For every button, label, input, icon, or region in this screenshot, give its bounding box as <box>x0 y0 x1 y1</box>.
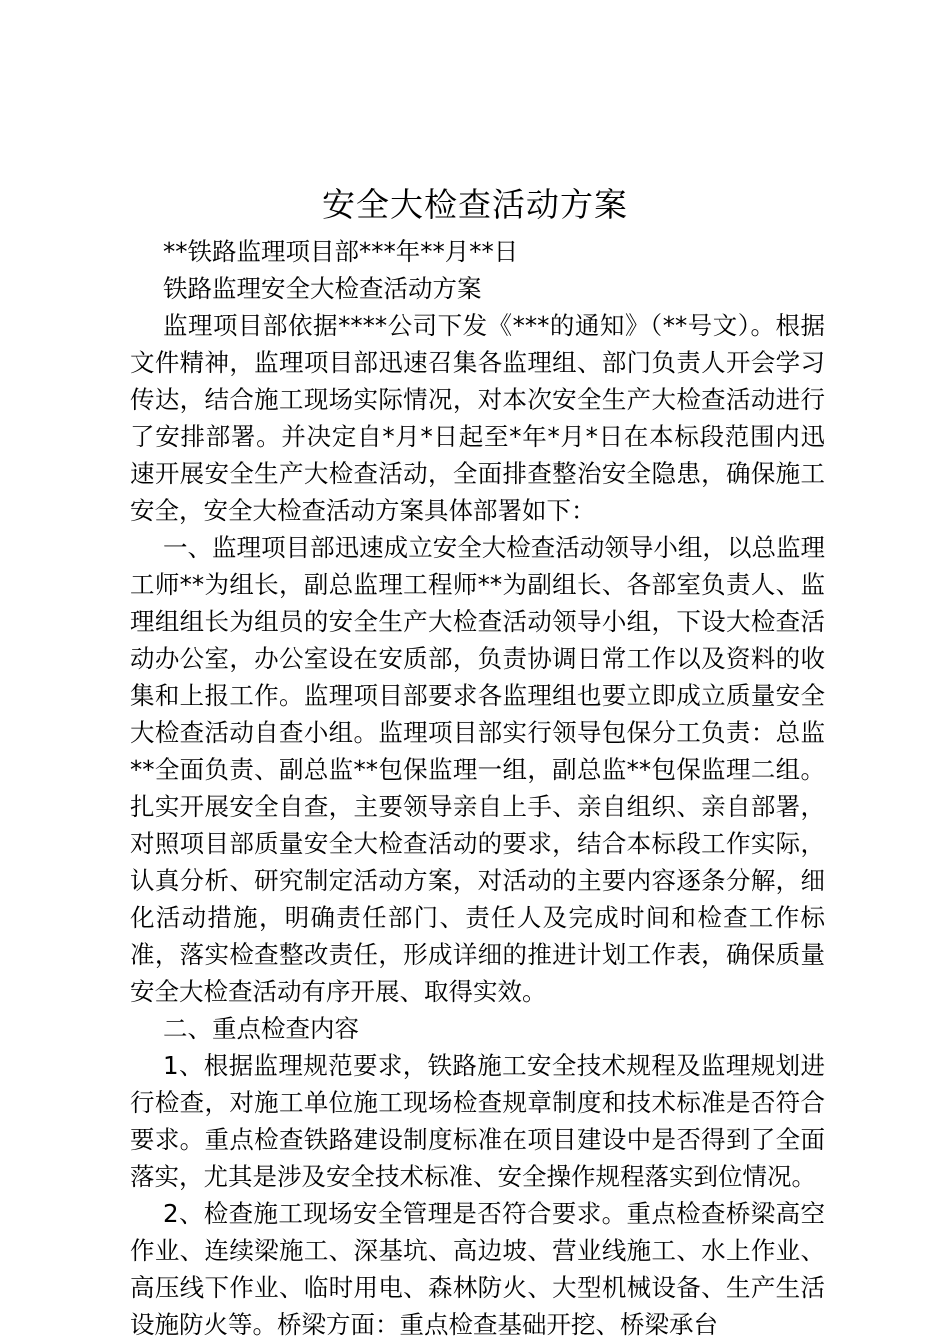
paragraph: 一、监理项目部迅速成立安全大检查活动领导小组，以总监理工师**为组长，副总监理工程师**为副组长、各部室负责人、监理组组长为组员的安全生产大检查活动领导小组，下设大检查活动办公室，办公室设在安质部，负责协调日常工作以及资料的收集和上报工作。监理项目部要求各监理组也要立即成立质量安全大检查活动自查小组。监理项目部实行领导包保分工负责：总监**全面负责、副总监**包保监理一组，副总监**包保监理二组。扎实开展安全自查，主要领导亲自上手、亲自组织、亲自部署，对照项目部质量安全大检查活动的要求，结合本标段工作实际，认真分析、研究制定活动方案，对活动的主要内容逐条分解，细化活动措施，明确责任部门、责任人及完成时间和检查工作标准，落实检查整改责任，形成详细的推进计划工作表，确保质量安全大检查活动有序开展、取得实效。 <box>130 533 825 1006</box>
document-title: 安全大检查活动方案 <box>322 185 628 224</box>
paragraph: 1、根据监理规范要求，铁路施工安全技术规程及监理规划进行检查，对施工单位施工现场检查规章制度和技术标准是否符合要求。重点检查铁路建设制度标准在项目建设中是否得到了全面落实，尤其是涉及安全技术标准、安全操作规程落实到位情况。 <box>130 1051 825 1191</box>
subtitle-line: 铁路监理安全大检查活动方案 <box>163 274 482 303</box>
paragraph: 2、检查施工现场安全管理是否符合要求。重点检查桥梁高空作业、连续梁施工、深基坑、高边坡、营业线施工、水上作业、高压线下作业、临时用电、森林防火、大型机械设备、生产生活设施防火等。桥梁方面：重点检查基础开挖、桥梁承台 <box>130 1199 825 1339</box>
document-body <box>130 233 825 1343</box>
header-line: **铁路监理项目部***年**月**日 <box>163 237 519 266</box>
section-heading: 二、重点检查内容 <box>163 1014 359 1043</box>
paragraph: 监理项目部依据****公司下发《***的通知》（**号文）。根据文件精神，监理项目部迅速召集各监理组、部门负责人开会学习传达，结合施工现场实际情况，对本次安全生产大检查活动进行了安排部署。并决定自*月*日起至*年*月*日在本标段范围内迅速开展安全生产大检查活动，全面排查整治安全隐患，确保施工安全，安全大检查活动方案具体部署如下： <box>130 311 825 525</box>
